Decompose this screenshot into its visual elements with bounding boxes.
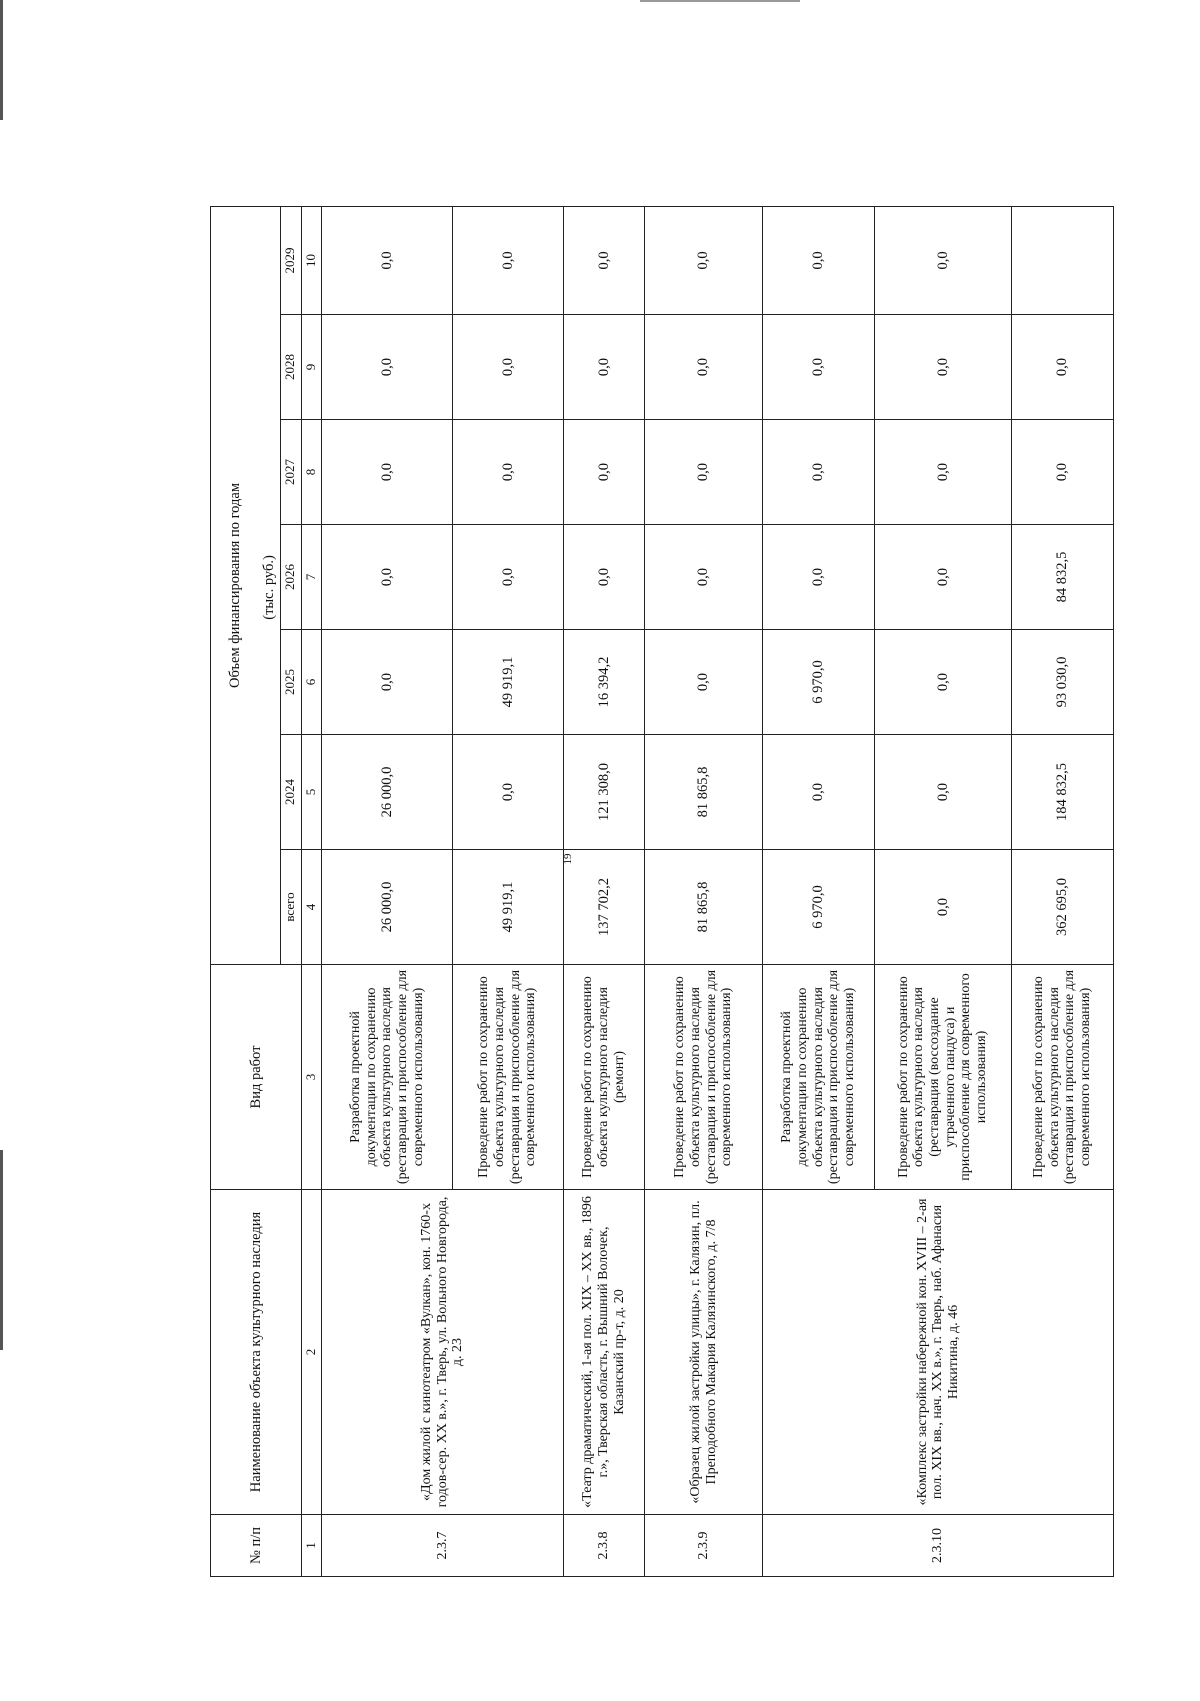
header-work-type: Вид работ <box>211 965 302 1190</box>
funding-table <box>210 206 1114 1577</box>
column-number: 7 <box>301 525 322 630</box>
funding-value: 0,0 <box>645 420 763 525</box>
funding-value: 6 970,0 <box>763 850 875 965</box>
funding-value: 26 000,0 <box>322 850 453 965</box>
funding-value: 0,0 <box>763 315 875 420</box>
funding-value: 0,0 <box>763 206 875 314</box>
column-number: 10 <box>301 206 322 314</box>
table-row <box>763 206 875 1576</box>
funding-value: 0,0 <box>322 315 453 420</box>
header-year: 2025 <box>280 630 301 735</box>
funding-value: 49 919,1 <box>452 630 563 735</box>
funding-value: 0,0 <box>322 420 453 525</box>
header-object-name: Наименование объекта культурного наследия <box>211 1190 302 1515</box>
funding-value: 16 394,2 <box>563 630 644 735</box>
header-year: 2024 <box>280 735 301 850</box>
header-total: всего <box>280 850 301 965</box>
funding-value: 0,0 <box>763 735 875 850</box>
funding-value: 0,0 <box>874 525 1011 630</box>
funding-value: 0,0 <box>874 850 1011 965</box>
funding-value <box>1011 206 1113 314</box>
work-type: Проведение работ по сохранению объекта культурного наследия (реставрация и приспособление для современного использования) <box>645 965 763 1190</box>
header-year: 2029 <box>280 206 301 314</box>
funding-value: 0,0 <box>874 630 1011 735</box>
column-number: 4 <box>301 850 322 965</box>
funding-value: 0,0 <box>563 525 644 630</box>
table-row <box>563 206 644 1576</box>
header-year: 2028 <box>280 315 301 420</box>
funding-value: 0,0 <box>563 206 644 314</box>
column-number: 3 <box>301 965 322 1190</box>
work-type: Разработка проектной документации по сохранению объекта культурного наследия (реставрация и приспособление для современного использования) <box>763 965 875 1190</box>
funding-value: 362 695,0 <box>1011 850 1113 965</box>
funding-value: 0,0 <box>874 735 1011 850</box>
funding-value: 0,0 <box>645 525 763 630</box>
funding-value: 93 030,0 <box>1011 630 1113 735</box>
funding-value: 6 970,0 <box>763 630 875 735</box>
column-number: 9 <box>301 315 322 420</box>
column-number: 8 <box>301 420 322 525</box>
funding-value: 49 919,1 <box>452 850 563 965</box>
scan-edge-mark <box>0 1150 3 1350</box>
funding-value: 0,0 <box>1011 315 1113 420</box>
funding-value: 0,0 <box>322 525 453 630</box>
funding-value: 121 308,0 <box>563 735 644 850</box>
object-name: «Дом жилой с кинотеатром «Вулкан», кон. 1760-х годов-сер. ХХ в.», г. Тверь, ул. Вольного Новгорода, д. 23 <box>322 1190 563 1515</box>
header-no: № п/п <box>211 1515 302 1577</box>
funding-value: 0,0 <box>645 630 763 735</box>
object-name: «Образец жилой застройки улицы», г. Калязин, пл. Преподобного Макария Калязинского, д. 7/8 <box>645 1190 763 1515</box>
funding-value: 0,0 <box>452 206 563 314</box>
funding-value: 0,0 <box>874 206 1011 314</box>
work-type: Проведение работ по сохранению объекта культурного наследия (ремонт) <box>563 965 644 1190</box>
work-type: Разработка проектной документации по сохранению объекта культурного наследия (реставрация и приспособление для современного использования) <box>322 965 453 1190</box>
header-funding: Объем финансирования по годам <box>211 206 259 964</box>
object-name: «Театр драматический, 1-ая пол. XIX – XX вв., 1896 г.», Тверская область, г. Вышний Волочек, Казанский пр-т, д. 20 <box>563 1190 644 1515</box>
funding-value: 184 832,5 <box>1011 735 1113 850</box>
scan-edge-mark <box>0 0 3 120</box>
object-number: 2.3.9 <box>645 1515 763 1577</box>
funding-value: 0,0 <box>563 315 644 420</box>
work-type: Проведение работ по сохранению объекта культурного наследия (реставрация и приспособление для современного использования) <box>452 965 563 1190</box>
funding-value: 0,0 <box>874 420 1011 525</box>
work-type: Проведение работ по сохранению объекта культурного наследия (реставрация (воссоздание утраченного пандуса) и приспособление для современного использования) <box>874 965 1011 1190</box>
funding-value: 81 865,8 <box>645 735 763 850</box>
funding-value: 0,0 <box>763 420 875 525</box>
header-unit: (тыс. руб.) <box>259 206 281 964</box>
column-number: 6 <box>301 630 322 735</box>
work-type: Проведение работ по сохранению объекта культурного наследия (реставрация и приспособление для современного использования) <box>1011 965 1113 1190</box>
page-number: 19 <box>562 853 574 865</box>
column-number: 2 <box>301 1190 322 1515</box>
funding-value: 0,0 <box>763 525 875 630</box>
funding-value: 0,0 <box>563 420 644 525</box>
header-year: 2027 <box>280 420 301 525</box>
funding-value: 0,0 <box>452 525 563 630</box>
funding-value: 81 865,8 <box>645 850 763 965</box>
column-number: 5 <box>301 735 322 850</box>
funding-table-rotated <box>210 207 1114 1577</box>
object-number: 2.3.7 <box>322 1515 563 1577</box>
table-row <box>322 206 453 1576</box>
column-number: 1 <box>301 1515 322 1577</box>
funding-value: 0,0 <box>645 315 763 420</box>
object-number: 2.3.10 <box>763 1515 1114 1577</box>
funding-value: 26 000,0 <box>322 735 453 850</box>
funding-value: 84 832,5 <box>1011 525 1113 630</box>
funding-value: 0,0 <box>452 315 563 420</box>
funding-value: 0,0 <box>452 735 563 850</box>
object-name: «Комплекс застройки набережной кон. XVIII – 2-ая пол. XIX вв., нач. XX в.», г. Тверь, наб. Афанасия Никитина, д. 46 <box>763 1190 1114 1515</box>
funding-value: 0,0 <box>1011 420 1113 525</box>
header-year: 2026 <box>280 525 301 630</box>
funding-value: 0,0 <box>452 420 563 525</box>
object-number: 2.3.8 <box>563 1515 644 1577</box>
funding-value: 0,0 <box>322 206 453 314</box>
funding-value: 137 702,2 <box>563 850 644 965</box>
funding-value: 0,0 <box>322 630 453 735</box>
scan-top-mark <box>640 0 800 2</box>
funding-value: 0,0 <box>645 206 763 314</box>
funding-value: 0,0 <box>874 315 1011 420</box>
table-row <box>645 206 763 1576</box>
